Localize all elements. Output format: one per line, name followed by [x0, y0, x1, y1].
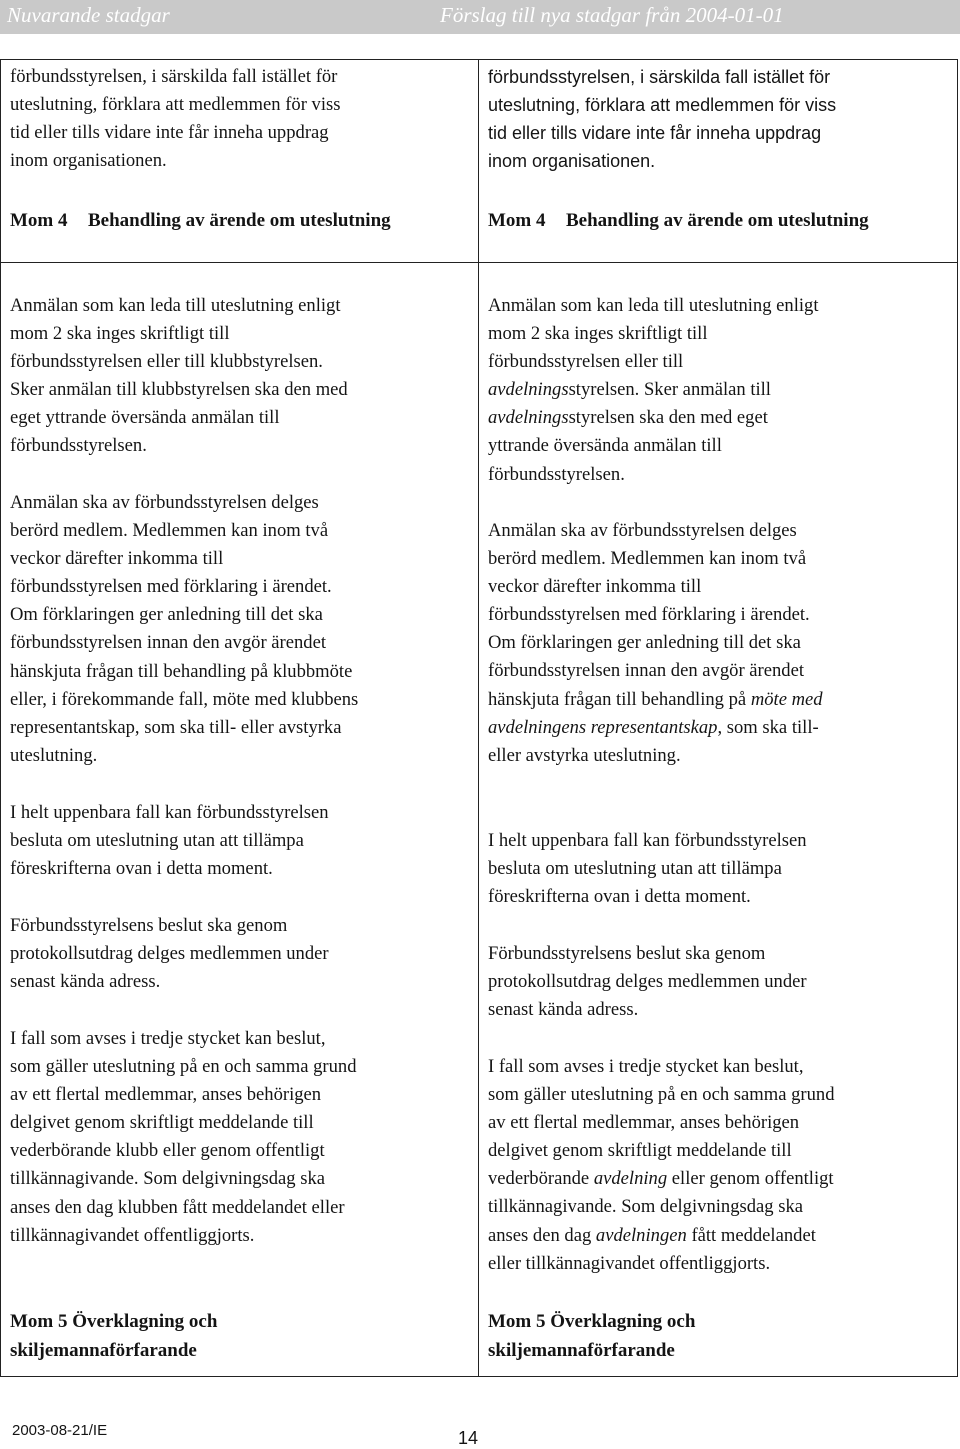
left-p4-line: Förbundsstyrelsens beslut ska genom — [10, 915, 288, 936]
right-intro-line: tid eller tills vidare inte får inneha uppdrag — [488, 123, 822, 143]
row-divider — [1, 262, 957, 263]
right-p5-text: fått meddelandet — [686, 1224, 816, 1246]
right-p4-line: protokollsutdrag delges medlemmen under — [488, 971, 807, 993]
left-p1-line: förbundsstyrelsen. — [10, 435, 147, 457]
right-p1-line — [488, 376, 819, 404]
right-p2-emphasis: möte med — [750, 688, 823, 710]
right-paragraph-1 — [488, 292, 819, 489]
right-p2-line: förbundsstyrelsen innan den avgör ärendet — [488, 660, 804, 682]
left-p1-line: förbundsstyrelsen eller till klubbstyrelsen. — [10, 351, 323, 373]
left-p2-line: representantskap, som ska till- eller avstyrka — [10, 716, 342, 738]
right-p1-line: förbundsstyrelsen eller till — [488, 351, 684, 373]
right-p5-line — [488, 1165, 835, 1193]
right-p1-line: yttrande översända anmälan till — [488, 435, 722, 457]
right-p5-text: eller genom offentligt — [667, 1168, 834, 1190]
left-intro-line: tid eller tills vidare inte får inneha uppdrag — [10, 122, 329, 144]
page-number: 14 — [458, 1428, 479, 1448]
left-p3-line: I helt uppenbara fall kan förbundsstyrelsen — [10, 802, 329, 823]
left-mom4-title: Behandling av ärende om uteslutning — [88, 210, 391, 231]
right-mom4-title: Behandling av ärende om uteslutning — [566, 210, 869, 231]
right-paragraph-5 — [488, 1053, 835, 1278]
left-p2-line: förbundsstyrelsen innan den avgör ärendet — [10, 632, 326, 654]
right-p5-line: eller tillkännagivandet offentliggjorts. — [488, 1252, 771, 1274]
right-p2-line: eller avstyrka uteslutning. — [488, 744, 681, 766]
left-p1-line: Anmälan som kan leda till uteslutning enligt — [10, 295, 341, 316]
right-p5-line: av ett flertal medlemmar, anses behörigen — [488, 1112, 800, 1134]
right-p5-line: I fall som avses i tredje stycket kan beslut, — [488, 1056, 804, 1077]
left-p4-line: protokollsutdrag delges medlemmen under — [10, 943, 329, 965]
right-mom4-heading — [488, 207, 869, 235]
left-mom5-heading — [10, 1308, 217, 1365]
right-p5-line — [488, 1222, 835, 1250]
right-p2-line — [488, 686, 823, 714]
left-intro-line: uteslutning, förklara att medlemmen för viss — [10, 94, 341, 116]
right-p5-emphasis: avdelningen — [595, 1224, 687, 1246]
right-p4-line: senast kända adress. — [488, 999, 639, 1021]
right-p1-line — [488, 404, 819, 432]
right-p2-line: Om förklaringen ger anledning till det ska — [488, 632, 801, 654]
right-p3-line: besluta om uteslutning utan att tillämpa — [488, 858, 782, 880]
right-p1-line: förbundsstyrelsen. — [488, 463, 625, 485]
right-p2-line: Anmälan ska av förbundsstyrelsen delges — [488, 520, 797, 541]
right-p1-line: mom 2 ska inges skriftligt till — [488, 323, 708, 345]
left-p4-line: senast kända adress. — [10, 971, 161, 993]
right-p2-line: berörd medlem. Medlemmen kan inom två — [488, 548, 807, 570]
right-p2-line — [488, 714, 823, 742]
right-intro — [488, 63, 836, 175]
right-intro-line: inom organisationen. — [488, 151, 656, 171]
right-paragraph-3 — [488, 827, 807, 911]
right-paragraph-4 — [488, 940, 807, 1024]
left-p5-line: vederbörande klubb eller genom offentligt — [10, 1140, 325, 1162]
right-p5-text: anses den dag — [488, 1224, 596, 1246]
left-paragraph-3 — [10, 799, 329, 883]
left-paragraph-5 — [10, 1025, 357, 1250]
left-p5-line: anses den dag klubben fått meddelandet eller — [10, 1196, 345, 1218]
right-p1-line: Anmälan som kan leda till uteslutning enligt — [488, 295, 819, 316]
right-p1-emphasis: avdelnings — [488, 379, 569, 401]
left-p2-line: berörd medlem. Medlemmen kan inom två — [10, 520, 329, 542]
left-p5-line: I fall som avses i tredje stycket kan beslut, — [10, 1028, 326, 1049]
left-mom5-line: Mom 5 Överklagning och — [10, 1311, 218, 1332]
left-p5-line: av ett flertal medlemmar, anses behörigen — [10, 1084, 322, 1106]
left-mom5-line: skiljemannaförfarande — [10, 1339, 197, 1361]
right-mom5-line: Mom 5 Överklagning och — [488, 1311, 696, 1332]
left-p5-line: som gäller uteslutning på en och samma grund — [10, 1056, 357, 1078]
left-paragraph-1 — [10, 292, 348, 461]
right-mom4-number: Mom 4 — [488, 210, 546, 231]
left-p2-line: hänskjuta frågan till behandling på klubbmöte — [10, 660, 353, 682]
right-p5-emphasis: avdelning — [593, 1168, 668, 1190]
right-p3-line: föreskrifterna ovan i detta moment. — [488, 886, 751, 908]
left-p2-line: Anmälan ska av förbundsstyrelsen delges — [10, 492, 319, 513]
right-p4-line: Förbundsstyrelsens beslut ska genom — [488, 943, 766, 964]
right-p5-text: vederbörande — [488, 1168, 594, 1190]
header-current-statutes: Nuvarande stadgar — [7, 3, 170, 27]
left-intro-line: inom organisationen. — [10, 150, 167, 172]
left-p2-line: Om förklaringen ger anledning till det ska — [10, 604, 323, 626]
left-p2-line: eller, i förekommande fall, möte med klubbens — [10, 688, 359, 710]
right-p3-line: I helt uppenbara fall kan förbundsstyrelsen — [488, 830, 807, 851]
left-paragraph-2 — [10, 489, 358, 770]
left-p2-line: veckor därefter inkomma till — [10, 548, 224, 570]
right-p5-line: delgivet genom skriftligt meddelande till — [488, 1140, 792, 1162]
right-p2-line: förbundsstyrelsen med förklaring i ärendet. — [488, 604, 810, 626]
right-p5-line: som gäller uteslutning på en och samma grund — [488, 1084, 835, 1106]
right-p2-line: veckor därefter inkomma till — [488, 576, 702, 598]
footer-date: 2003-08-21/IE — [12, 1422, 108, 1439]
left-p1-line: Sker anmälan till klubbstyrelsen ska den med — [10, 379, 348, 401]
left-intro-line: förbundsstyrelsen, i särskilda fall istället för — [10, 66, 338, 87]
left-p2-line: förbundsstyrelsen med förklaring i ärendet. — [10, 576, 332, 598]
right-intro-line: förbundsstyrelsen, i särskilda fall istället för — [488, 67, 831, 87]
right-intro-line: uteslutning, förklara att medlemmen för viss — [488, 95, 837, 115]
right-p1-text: styrelsen ska den med eget — [568, 407, 768, 429]
right-p2-text: hänskjuta frågan till behandling på — [488, 688, 751, 710]
left-p1-line: eget yttrande översända anmälan till — [10, 407, 280, 429]
left-p5-line: delgivet genom skriftligt meddelande till — [10, 1112, 314, 1134]
left-mom4-heading — [10, 207, 391, 235]
right-p1-emphasis: avdelnings — [488, 407, 569, 429]
left-p5-line: tillkännagivande. Som delgivningsdag ska — [10, 1168, 326, 1190]
right-p5-line: tillkännagivande. Som delgivningsdag ska — [488, 1196, 804, 1218]
right-p1-text: styrelsen. Sker anmälan till — [568, 379, 771, 401]
right-p2-text: , som ska till- — [717, 716, 819, 738]
left-p2-line: uteslutning. — [10, 744, 98, 766]
left-p1-line: mom 2 ska inges skriftligt till — [10, 323, 230, 345]
right-mom5-line: skiljemannaförfarande — [488, 1339, 675, 1361]
header-proposed-statutes: Förslag till nya stadgar från 2004-01-01 — [440, 3, 784, 27]
column-divider — [478, 60, 479, 1376]
right-mom5-heading — [488, 1308, 695, 1365]
left-p3-line: föreskrifterna ovan i detta moment. — [10, 858, 273, 880]
left-p5-line: tillkännagivandet offentliggjorts. — [10, 1224, 255, 1246]
left-intro — [10, 63, 340, 175]
left-mom4-number: Mom 4 — [10, 210, 68, 231]
left-paragraph-4 — [10, 912, 329, 996]
page-header — [0, 0, 960, 34]
left-p3-line: besluta om uteslutning utan att tillämpa — [10, 830, 304, 852]
right-paragraph-2 — [488, 517, 823, 770]
right-p2-emphasis: avdelningens representantskap — [488, 716, 718, 738]
